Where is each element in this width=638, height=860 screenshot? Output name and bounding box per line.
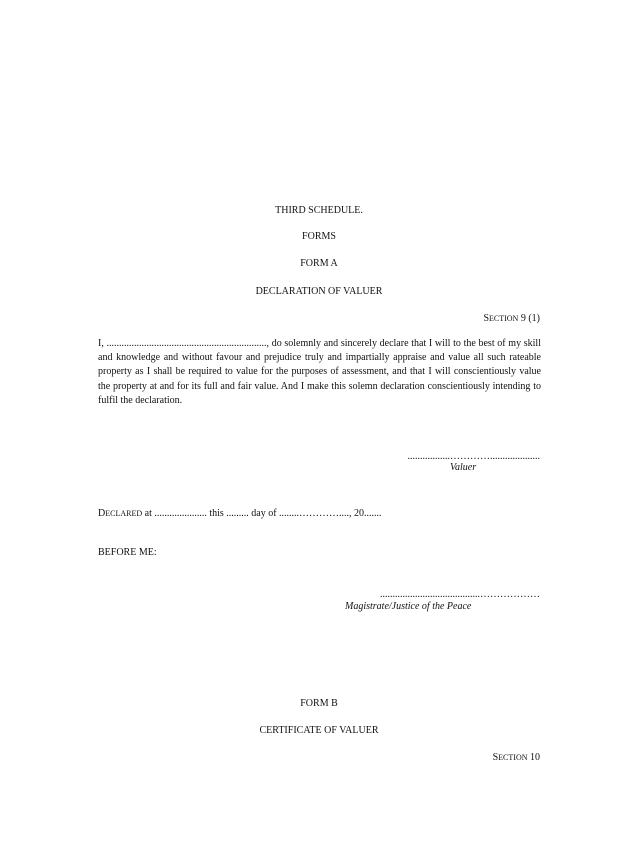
form-b-title: CERTIFICATE OF VALUER [259, 725, 379, 736]
section-b-caps-rest: ECTION [498, 753, 528, 762]
section-a-number: 9 (1) [518, 313, 540, 324]
form-b-heading: FORM B [300, 698, 338, 709]
section-a-caps-rest: ECTION [489, 314, 519, 323]
declared-line [98, 508, 382, 520]
section-b-number: 10 [527, 752, 540, 763]
declared-caps-first: D [98, 508, 106, 519]
schedule-title: THIRD SCHEDULE. [275, 205, 363, 216]
valuer-label: Valuer [450, 462, 477, 473]
section-a-caps-first: S [483, 313, 489, 324]
before-me-label: BEFORE ME: [98, 547, 157, 558]
magistrate-label: Magistrate/Justice of the Peace [345, 601, 472, 612]
declaration-paragraph: I, ................................................................, do solemnly and sincerely declare that I will to the best of my skill and knowledge and without favour and prejudice truly and impartially appraise and value all such rateable property as I shall be required to value for the purposes of assessment, and that I will conscientiously value the property at and for its full and fair value. And I make this solemn declaration conscientiously intending to fulfil the declaration. [98, 338, 541, 406]
forms-heading: FORMS [302, 231, 336, 242]
declared-caps-rest: ECLARED [105, 509, 143, 518]
section-reference-a [483, 313, 540, 325]
valuer-signature-line: .................………….................... [407, 451, 540, 462]
declared-rest: at ..................... this ......... day of ........…………...., 20....... [142, 508, 382, 519]
section-reference-b [493, 752, 540, 764]
magistrate-signature-line: ........................................……………… [380, 589, 540, 600]
section-b-caps-first: S [492, 752, 499, 763]
form-a-title: DECLARATION OF VALUER [255, 286, 383, 297]
form-a-heading: FORM A [300, 258, 338, 269]
